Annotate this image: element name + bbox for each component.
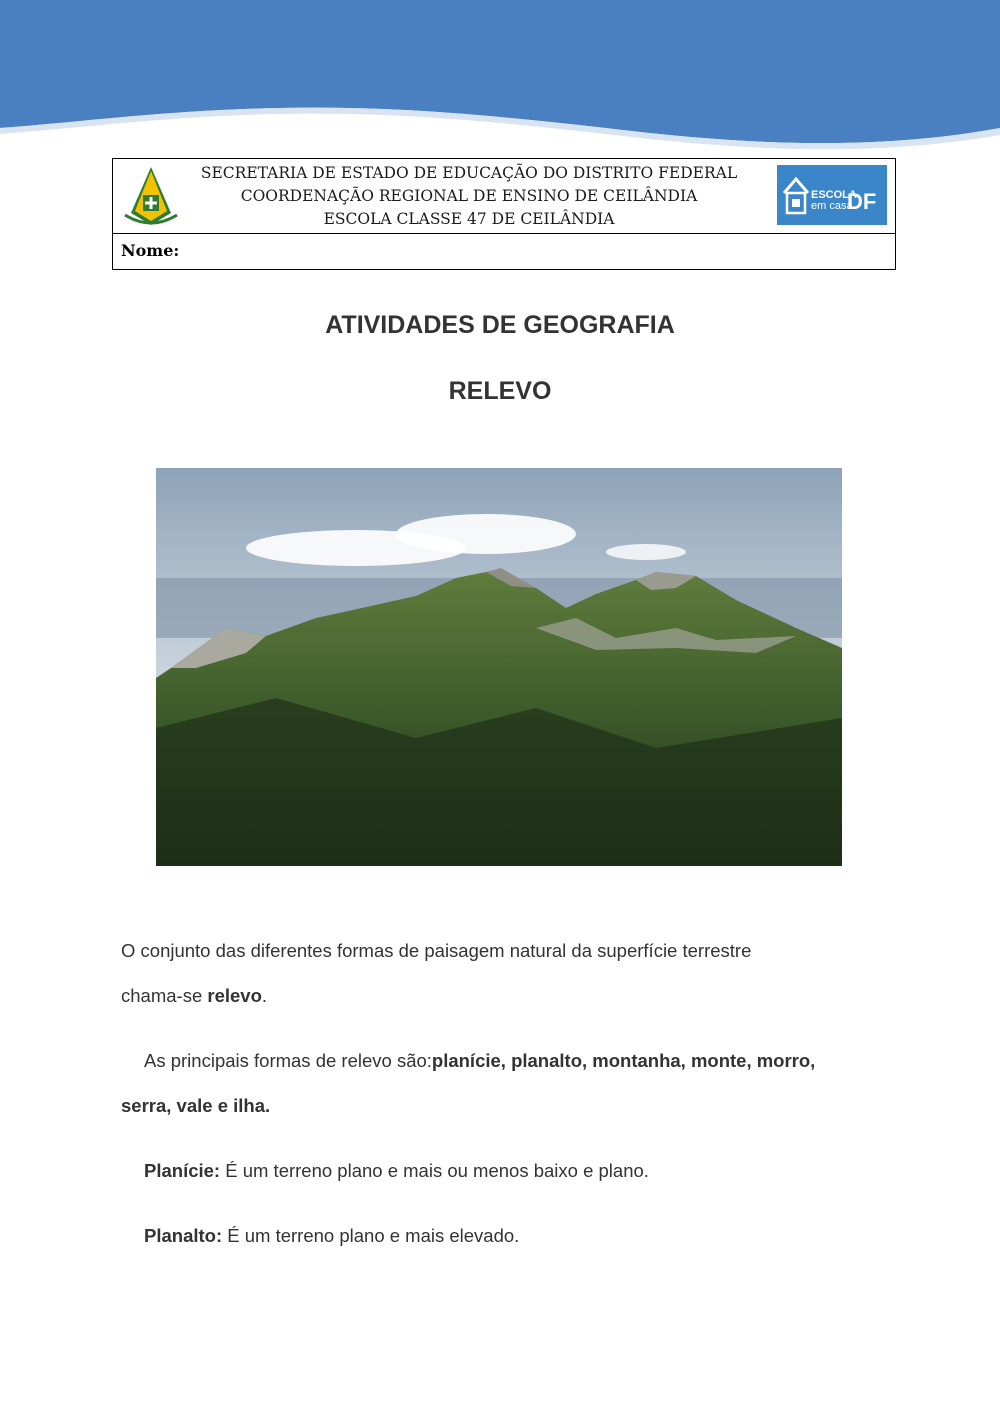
paragraph-relevo-definition-line2 (121, 984, 891, 1008)
header-line-secretaria: SECRETARIA DE ESTADO DE EDUCAÇÃO DO DISTRITO FEDERAL (200, 164, 738, 182)
header-top-row (113, 159, 895, 234)
bold-forms-list: planície, planalto, montanha, monte, morro, (431, 1050, 816, 1071)
bold-forms-list-cont: serra, vale e ilha. (121, 1095, 271, 1116)
paragraph-formas-line1 (144, 1049, 914, 1073)
header-text (183, 162, 755, 231)
text-span: É um terreno plano e mais elevado. (222, 1225, 520, 1246)
paragraph-formas-line2 (121, 1094, 891, 1118)
escola-em-casa-logo (777, 165, 887, 225)
paragraph-planicie (144, 1159, 914, 1183)
house-icon (781, 171, 811, 219)
paragraph-planalto (144, 1224, 914, 1248)
header-line-escola: ESCOLA CLASSE 47 DE CEILÂNDIA (323, 210, 615, 228)
bold-term-relevo: relevo (207, 985, 262, 1006)
text-span: As principais formas de relevo são: (144, 1050, 432, 1071)
logo-em-casa-text: em casa (811, 200, 853, 212)
nome-label: Nome: (121, 241, 180, 260)
page-title: ATIVIDADES DE GEOGRAFIA (325, 311, 675, 339)
mountain-photo (156, 468, 842, 866)
header-wave-decoration (0, 0, 1000, 160)
school-header (112, 158, 896, 270)
text-span: . (261, 985, 268, 1006)
bold-term-planicie: Planície: (144, 1160, 221, 1181)
paragraph-relevo-definition-line1: O conjunto das diferentes formas de paisagem natural da superfície terrestre (121, 940, 752, 961)
logo-df-text: DF (847, 189, 877, 214)
header-line-coordenacao: COORDENAÇÃO REGIONAL DE ENSINO DE CEILÂNDIA (240, 187, 698, 205)
text-span: É um terreno plano e mais ou menos baixo e plano. (220, 1160, 649, 1181)
logo-escola-text: ESCOLA (811, 189, 857, 201)
bold-term-planalto: Planalto: (144, 1225, 223, 1246)
text-span: chama-se (121, 985, 208, 1006)
page-subtitle: RELEVO (448, 377, 552, 405)
brasao-df-icon (121, 165, 181, 229)
